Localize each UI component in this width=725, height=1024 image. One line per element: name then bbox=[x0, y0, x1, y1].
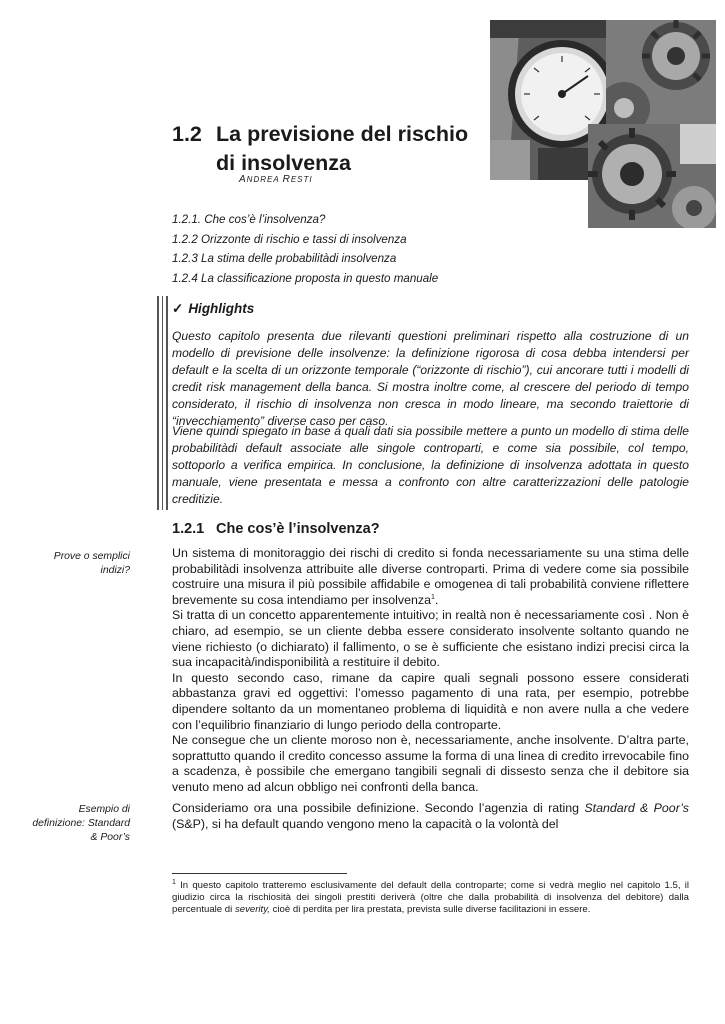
author bbox=[239, 174, 313, 185]
gears-photo bbox=[606, 20, 716, 126]
toc-item: 1.2.1. Che cos’è l’insolvenza? bbox=[172, 213, 326, 226]
footnote bbox=[172, 880, 689, 917]
body-text-run: . bbox=[434, 592, 439, 607]
section-number: 1.2.1 bbox=[172, 521, 205, 537]
chapter-number: 1.2 bbox=[172, 122, 202, 146]
footnote-ref[interactable]: 1 bbox=[430, 593, 435, 601]
highlights-paragraph: Viene quindi spiegato in base a quali dati sia possibile mettere a punto un modello di stima delle probabilitàdi default associate alle singole controparti, e come sia possibile, col tempo, sottoporlo a verifica empirica. In conclusione, la definizione di insolvenza adottata in questo manuale, viene presentata e messa a confronto con altre caratterizzazioni delle patologie creditizie. bbox=[172, 424, 689, 506]
body-text-emphasis: Standard & Poor’s bbox=[584, 801, 690, 815]
highlights-title bbox=[172, 301, 254, 317]
body-text-run: Consideriamo ora una possibile definizione. Secondo l’agenzia di rating bbox=[172, 801, 585, 815]
chapter-toc bbox=[172, 210, 492, 288]
body-text-run: In questo secondo caso, rimane da capire quali segnali possono essere considerati abbastanza gravi ed oggettivi: l’omesso pagamento di una rata, per esempio, potrebbe dipendere soltanto da un momentaneo problema di liquidità e non avere nulla a che vedere con l’equilibrio finanziario di lungo periodo della controparte. bbox=[172, 670, 689, 732]
footnote-text: In questo capitolo tratteremo esclusivamente del default della controparte; come si vedrà meglio nel capitolo 1.5, il giudizio circa la rischiosità dei singoli prestiti deriverà (oltre che dalla probabilità di insolvenza del debitore) dalla percentuale di bbox=[172, 880, 689, 916]
section-title: Che cos’è l’insolvenza? bbox=[216, 521, 380, 537]
margin-note: Esempio di definizione: Standard & Poor’s bbox=[32, 804, 130, 843]
footnote-divider bbox=[172, 873, 347, 874]
author-initial: R bbox=[282, 174, 291, 185]
highlights-label: Highlights bbox=[188, 301, 255, 316]
gears-photo bbox=[588, 124, 716, 228]
footnote-emphasis: severity, bbox=[234, 904, 270, 916]
footnote-mark: 1 bbox=[172, 878, 176, 886]
toc-item: 1.2.3 La stima delle probabilitàdi insolvenza bbox=[172, 252, 397, 265]
body-text-run: (S&P), si ha default quando vengono meno la capacità o la volontà del bbox=[172, 816, 559, 831]
author-name-part: NDREA bbox=[246, 175, 283, 184]
chapter-title-line1: La previsione del rischio bbox=[216, 122, 469, 146]
body-text-run: Un sistema di monitoraggio dei rischi di credito si fonda necessariamente su una stima delle probabilitàdi insolvenza attribuite alle diverse controparti. Prima di vedere come sia possibile costruire una misura il più possibile affidabile e omogenea di tali probabilità conviene riflettere brevemente su cosa intendiamo per insolvenza bbox=[172, 546, 689, 607]
body-text-run: Ne consegue che un cliente moroso non è, necessariamente, anche insolvente. D’altra parte, soprattutto quando il credito concesso assume la forma di una linea di credito irrevocabile fino a scadenza, è possibile che emergano tangibili segnali di dissesto senza che il debitore sia venuto meno ad alcun obbligo nei confronti della banca. bbox=[172, 733, 689, 794]
author-initial: A bbox=[239, 174, 247, 185]
check-icon: ✓ bbox=[172, 301, 184, 316]
toc-item: 1.2.4 La classificazione proposta in questo manuale bbox=[172, 271, 439, 285]
author-name-part: ESTI bbox=[290, 175, 313, 184]
highlights-paragraph: Questo capitolo presenta due rilevanti questioni preliminari rispetto alla costruzione di un modello di previsione delle insolvenze: la definizione rigorosa di cosa debba intendersi per default e la scelta di un orizzonte temporale (“orizzonte di rischio”), cui ancorare tutti i modelli di credit risk management della banca. Si mostra inoltre come, al crescere del periodo di tempo considerato, il rischio di insolvenza non cresca in modo lineare, ma secondo traiettorie di “invecchiamento” diverse caso per caso. bbox=[172, 329, 689, 428]
body-text-run: Si tratta di un concetto apparentemente intuitivo; in realtà non è necessariamente così . Non è chiaro, ad esempio, se un cliente debba essere considerato insolvente soltanto quando ne viene richiesto (o dichiarato) il fallimento, o se è sufficiente che esistano indizi precisi circa la sua incapacità/indisponibilità a restituire il debito. bbox=[172, 608, 689, 670]
highlights-bar bbox=[157, 296, 168, 510]
body-paragraph bbox=[172, 801, 689, 832]
chapter-title bbox=[172, 120, 502, 178]
chapter-title-line2: di insolvenza bbox=[216, 151, 352, 175]
margin-note: Prove o semplici indizi? bbox=[53, 551, 130, 576]
toc-item: 1.2.2 Orizzonte di rischio e tassi di insolvenza bbox=[172, 232, 407, 246]
section-heading bbox=[172, 521, 380, 537]
body-paragraph bbox=[172, 546, 689, 796]
footnote-text: cioè di perdita per lira prestata, prevista sulle diverse facilitazioni in essere. bbox=[269, 904, 591, 916]
